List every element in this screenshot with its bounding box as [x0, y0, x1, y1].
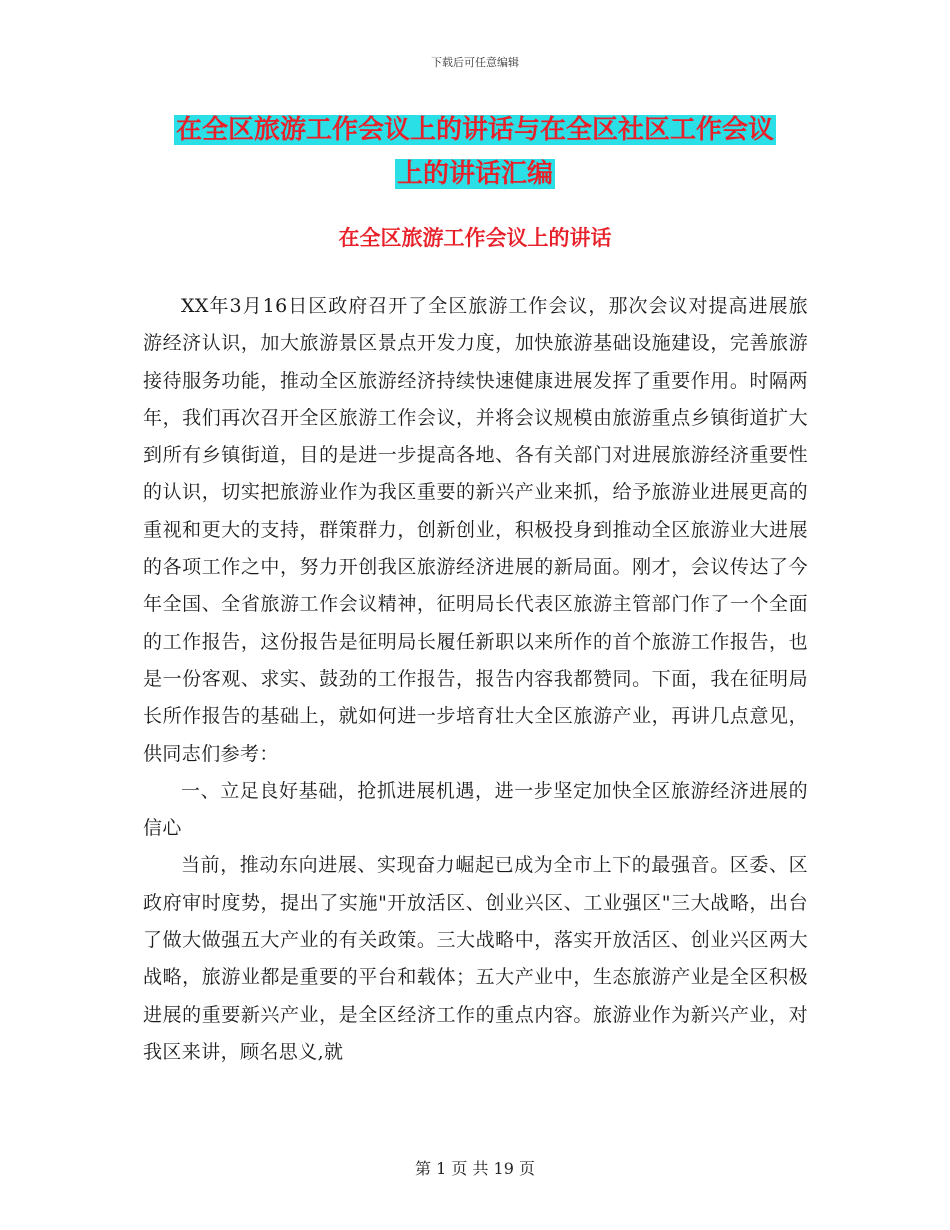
paragraph: 当前，推动东向进展、实现奋力崛起已成为全市上下的最强音。区委、区政府审时度势，提出了实施"开放活区、创业兴区、工业强区"三大战略，出台了做大做强五大产业的有关政策。三大战略中，落实开放活区、创业兴区两大战略，旅游业都是重要的平台和载体；五大产业中，生态旅游产业是全区积极进展的重要新兴产业，是全区经济工作的重点内容。旅游业作为新兴产业，对我区来讲，顾名思义,就 — [143, 854, 808, 1063]
body-text — [143, 288, 808, 1071]
document-title — [140, 108, 810, 196]
paragraph: XX年3月16日区政府召开了全区旅游工作会议，那次会议对提高进展旅游经济认识，加大旅游景区景点开发力度，加快旅游基础设施建设，完善旅游接待服务功能，推动全区旅游经济持续快速健康进展发挥了重要作用。时隔两年，我们再次召开全区旅游工作会议，并将会议规模由旅游重点乡镇街道扩大到所有乡镇街道，目的是进一步提高各地、各有关部门对进展旅游经济重要性的认识，切实把旅游业作为我区重要的新兴产业来抓，给予旅游业进展更高的重视和更大的支持，群策群力，创新创业，积极投身到推动全区旅游业大进展的各项工作之中，努力开创我区旅游经济进展的新局面。刚才，会议传达了今年全国、全省旅游工作会议精神，征明局长代表区旅游主管部门作了一个全面的工作报告，这份报告是征明局长履任新职以来所作的首个旅游工作报告，也是一份客观、求实、鼓劲的工作报告，报告内容我都赞同。下面，我在征明局长所作报告的基础上，就如何进一步培育壮大全区旅游产业，再讲几点意见，供同志们参考： — [143, 295, 808, 765]
document-title-line1: 在全区旅游工作会议上的讲话与在全区社区工作会议 — [175, 115, 774, 145]
page-number-footer: 第 1 页 共 19 页 — [415, 1159, 535, 1178]
paragraph: 一、立足良好基础，抢抓进展机遇，进一步坚定加快全区旅游经济进展的信心 — [143, 779, 808, 840]
document-title-line2: 上的讲话汇编 — [396, 159, 553, 189]
section-title: 在全区旅游工作会议上的讲话 — [338, 226, 612, 250]
page-header-note: 下载后可任意编辑 — [431, 56, 519, 69]
